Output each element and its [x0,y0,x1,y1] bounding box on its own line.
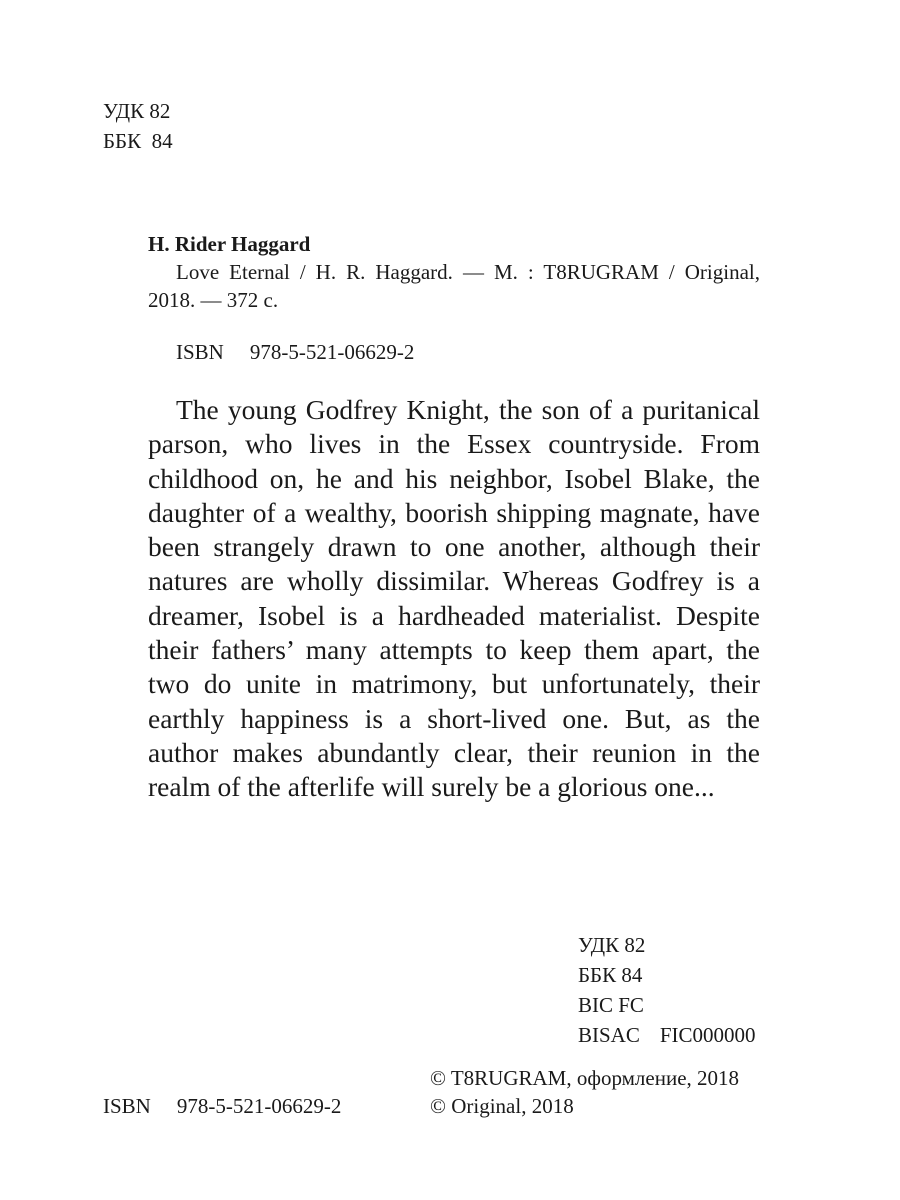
isbn-bottom-label: ISBN [103,1094,151,1118]
udk-code-bottom: УДК 82 [578,933,646,957]
bisac-code: FIC000000 [659,1023,756,1047]
book-description: Love Eternal / H. R. Haggard. — M. : T8RUGRAM / Original, 2018. — 372 c. [148,260,760,312]
bisac-label: BISAC [578,1023,640,1047]
copyright-original: © Original, 2018 [430,1094,574,1118]
bibliographic-record [148,230,760,366]
bbk-code-bottom: ББК 84 [578,963,643,987]
isbn-line [148,338,760,366]
bottom-classification-codes [578,930,756,1050]
author-name: H. Rider Haggard [148,232,311,256]
copyright-notices [430,1064,739,1120]
isbn-bottom-line [103,1092,341,1120]
bbk-code: ББК 84 [103,129,173,153]
isbn-number: 978-5-521-06629-2 [249,340,415,364]
copyright-publisher: © T8RUGRAM, оформление, 2018 [430,1066,740,1090]
annotation-paragraph: The young Godfrey Knight, the son of a puritanical parson, who lives in the Essex countryside. From childhood on, he and his neighbor, Isobel Blake, the daughter of a wealthy, boorish shipping magnate, have been strangely drawn to one another, although their natures are wholly dissimilar. Whereas Godfrey is a dreamer, Isobel is a hardheaded materialist. Despite their fathers’ many attempts to keep them apart, the two do unite in matrimony, but unfortunately, their earthly happiness is a short-lived one. But, as the author makes abundantly clear, their reunion in the realm of the afterlife will surely be a glorious one... [148,394,760,803]
isbn-label: ISBN [176,340,224,364]
top-classification-codes [103,96,173,156]
bisac-line [578,1020,756,1050]
udk-code: УДК 82 [103,99,171,123]
isbn-bottom-number: 978-5-521-06629-2 [176,1094,342,1118]
bic-code: BIC FC [578,993,644,1017]
